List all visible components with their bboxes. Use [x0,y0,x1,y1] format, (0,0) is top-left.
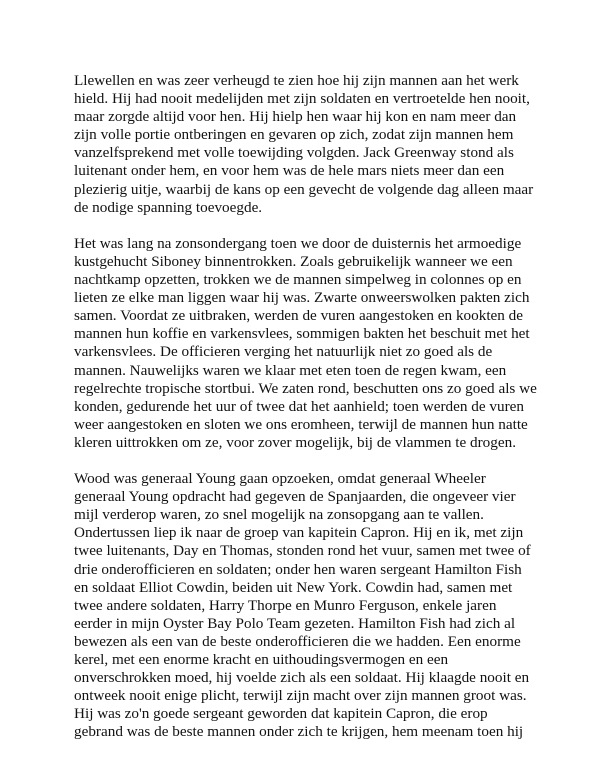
paragraph-3 [74,470,534,741]
text-line: luitenant onder hem, en voor hem was de hele mars niets meer dan een [74,162,505,180]
text-line: Hij was zo'n goede sergeant geworden dat kapitein Capron, die erop [74,705,488,723]
text-line: mannen hun koffie en varkensvlees, sommigen bakten het beschuit met het [74,325,530,343]
text-line: regelrechte tropische stortbui. We zaten rond, beschutten ons zo goed als we [74,379,537,397]
text-line: mannen. Nauwelijks waren we klaar met eten toen de regen kwam, een [74,361,507,379]
text-line: Het was lang na zonsondergang toen we door de duisternis het armoedige [74,234,522,252]
text-line: eerder in mijn Oyster Bay Polo Team gezeten. Hamilton Fish had zich al [74,614,516,632]
text-line: nachtkamp opzetten, trokken we de mannen simpelweg in colonnes op en [74,271,522,289]
text-line: generaal Young opdracht had gegeven de Spanjaarden, die ongeveer vier [74,488,516,506]
text-line: twee andere soldaten, Harry Thorpe en Munro Ferguson, enkele jaren [74,596,497,614]
text-line: Ondertussen liep ik naar de groep van kapitein Capron. Hij en ik, met zijn [74,524,524,542]
text-line: weer aangestoken en sloten we ons eromheen, terwijl de mannen hun natte [74,415,528,433]
text-line: zijn volle portie ontberingen en gevaren op zich, zodat zijn mannen hem [74,126,514,144]
text-line: de nodige spanning toevoegde. [74,198,263,216]
paragraph-1 [74,72,534,217]
text-line: Llewellen en was zeer verheugd te zien hoe hij zijn mannen aan het werk [74,72,519,89]
text-line: Wood was generaal Young gaan opzoeken, omdat generaal Wheeler [74,470,486,488]
text-line: kustgehucht Siboney binnentrokken. Zoals gebruikelijk wanneer we een [74,252,513,270]
text-line: bewezen als een van de beste onderofficieren die we hadden. Een enorme [74,632,521,650]
text-line: onverschrokken moed, hij voelde zich als een soldaat. Hij klaagde nooit en [74,669,530,687]
text-line: twee luitenants, Day en Thomas, stonden rond het vuur, samen met twee of [74,542,531,560]
text-line: drie onderofficieren en soldaten; onder hen waren sergeant Hamilton Fish [74,560,522,578]
text-line: samen. Voordat ze uitbraken, werden de vuren aangestoken en kookten de [74,307,524,325]
text-line: mijl verderop waren, zo snel mogelijk na zonsopgang aan te vallen. [74,506,484,524]
text-line: en soldaat Elliot Cowdin, beiden uit New York. Cowdin had, samen met [74,578,513,596]
text-line: konden, gedurende het uur of twee dat het aanhield; toen werden de vuren [74,397,524,415]
text-line: kleren uittrokken om ze, voor zover mogelijk, bij de vlammen te drogen. [74,433,516,451]
text-line: vanzelfsprekend met volle toewijding volgden. Jack Greenway stond als [74,144,514,162]
body-text [74,72,537,741]
text-line: lieten ze elke man liggen waar hij was. Zwarte onweerswolken pakten zich [74,289,530,307]
text-line: ontweek nooit enige plicht, terwijl zijn macht over zijn mannen groot was. [74,687,527,705]
text-line: hield. Hij had nooit medelijden met zijn soldaten en vertroetelde hen nooit, [74,90,530,108]
text-line: plezierig uitje, waarbij de kans op een gevecht de volgende dag alleen maar [74,180,534,198]
text-line: gebrand was de beste mannen onder zich te krijgen, hem meenam toen hij [74,723,524,741]
text-line: maar zorgde altijd voor hen. Hij hielp hen waar hij kon en nam meer dan [74,108,517,126]
text-line: varkensvlees. De officieren verging het natuurlijk niet zo goed als de [74,343,493,361]
paragraph-2 [74,234,537,452]
text-line: kerel, met een enorme kracht en uithoudingsvermogen en een [74,651,449,668]
